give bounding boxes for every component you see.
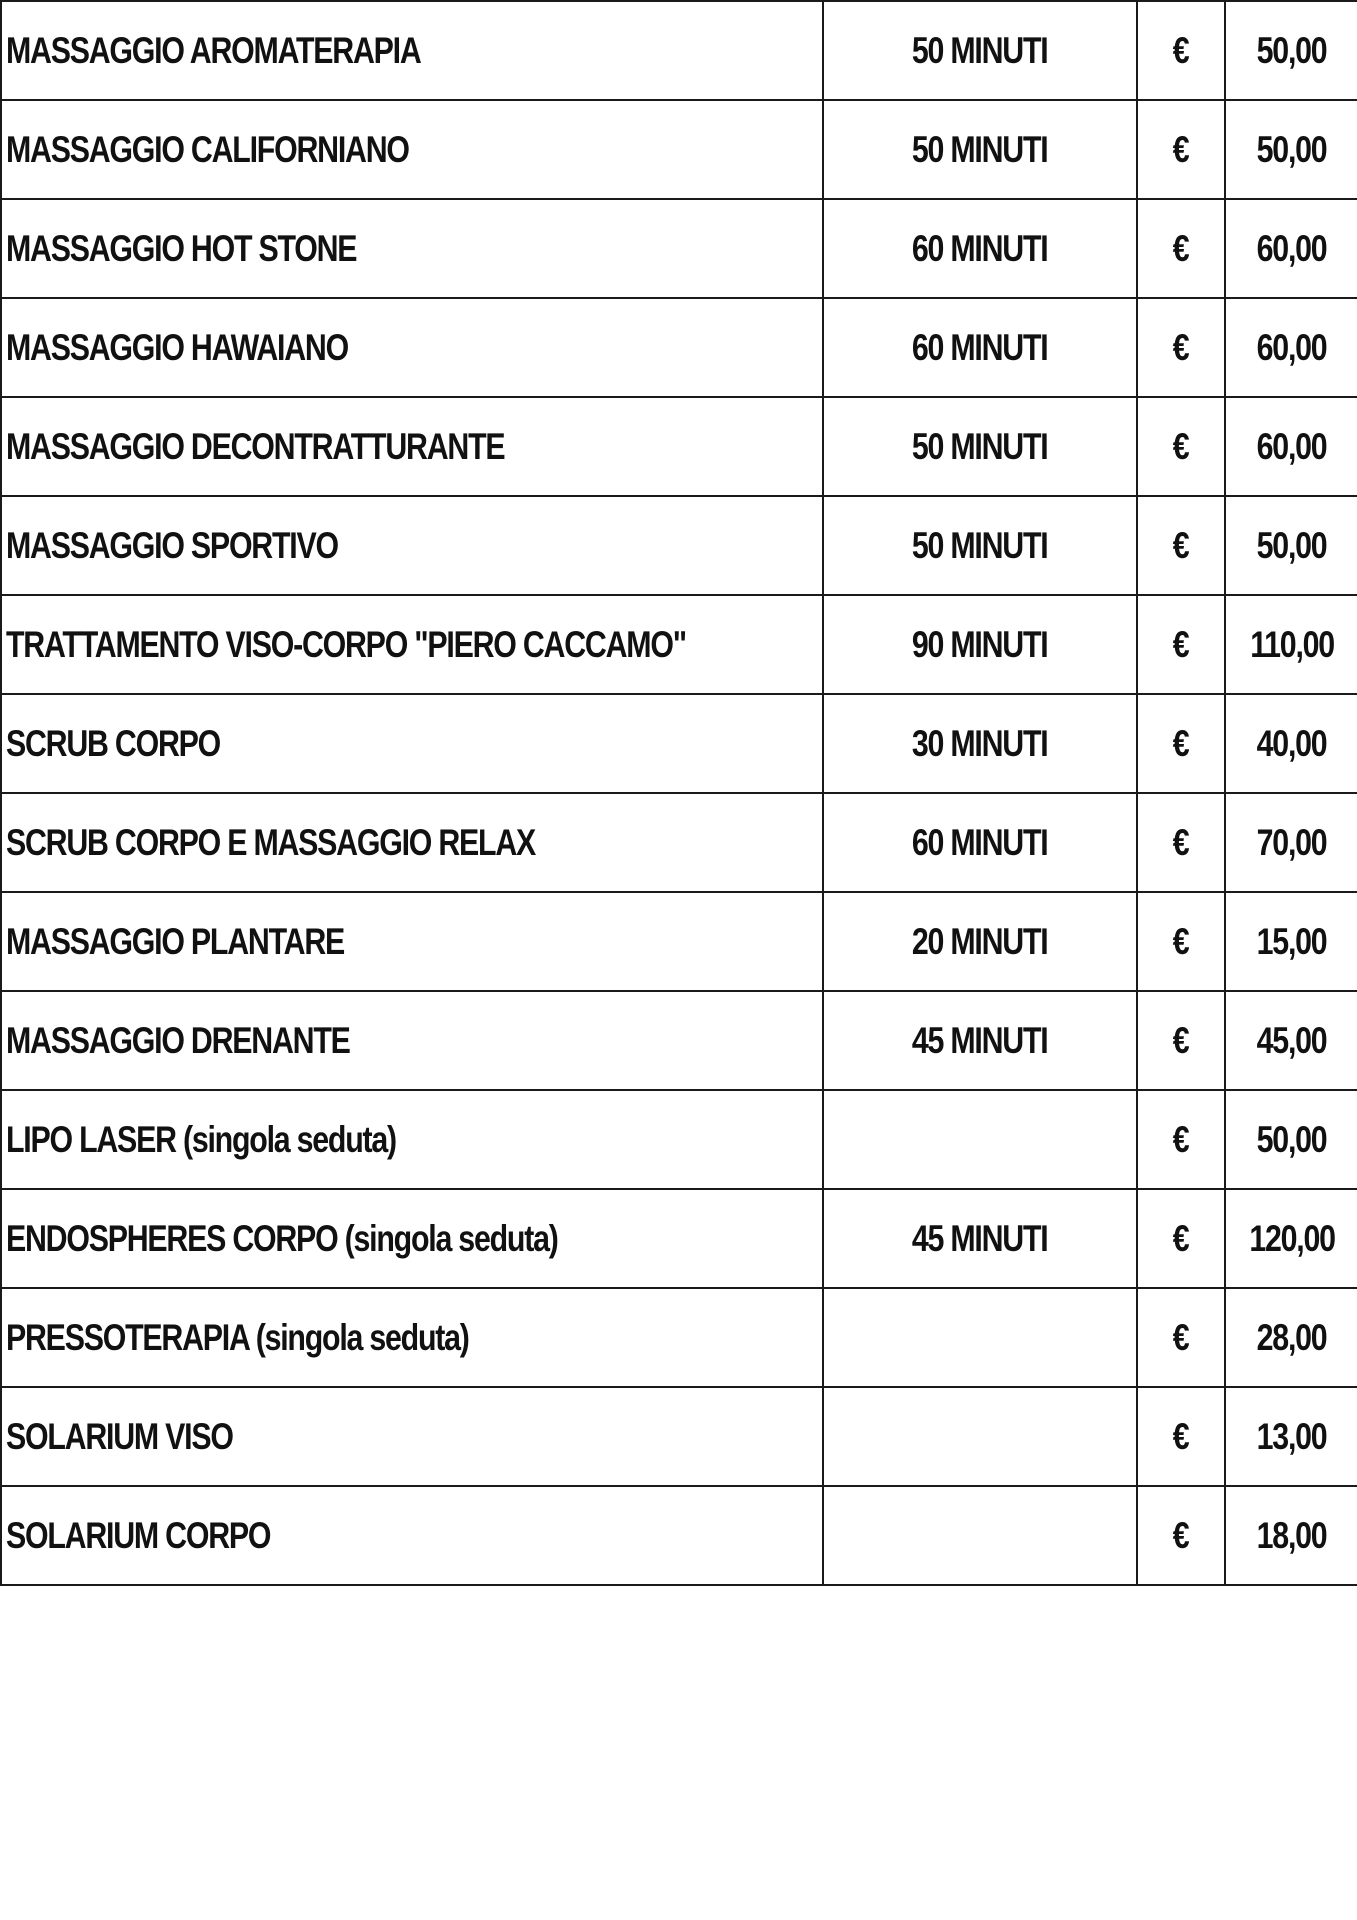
treatment-name: PRESSOTERAPIA (singola seduta) (6, 1316, 469, 1358)
table-row (1, 1, 1357, 100)
table-row (1, 1189, 1357, 1288)
treatment-duration-cell (823, 694, 1137, 793)
currency-symbol-cell (1137, 1, 1225, 100)
currency-symbol-cell (1137, 496, 1225, 595)
currency-symbol-cell (1137, 892, 1225, 991)
treatment-name-cell (1, 892, 823, 991)
table-row (1, 1090, 1357, 1189)
treatment-price-cell (1225, 892, 1357, 991)
treatment-name-cell (1, 1288, 823, 1387)
currency-symbol-cell (1137, 991, 1225, 1090)
treatment-duration: 50 MINUTI (912, 29, 1048, 71)
treatment-duration-cell (823, 1, 1137, 100)
currency-symbol-cell (1137, 793, 1225, 892)
treatment-price: 60,00 (1257, 326, 1327, 368)
currency-symbol: € (1173, 722, 1189, 764)
treatment-name-cell (1, 1387, 823, 1486)
table-row (1, 496, 1357, 595)
treatment-price: 50,00 (1257, 29, 1327, 71)
treatment-duration: 50 MINUTI (912, 524, 1048, 566)
treatment-name: SOLARIUM CORPO (6, 1514, 271, 1556)
treatment-name-cell (1, 199, 823, 298)
treatment-duration-cell (823, 991, 1137, 1090)
currency-symbol-cell (1137, 1486, 1225, 1585)
treatment-price-cell (1225, 199, 1357, 298)
treatment-price: 18,00 (1257, 1514, 1327, 1556)
treatment-price: 40,00 (1257, 722, 1327, 764)
treatment-name-cell (1, 298, 823, 397)
table-row (1, 694, 1357, 793)
treatment-duration: 45 MINUTI (912, 1217, 1048, 1259)
currency-symbol-cell (1137, 1189, 1225, 1288)
currency-symbol-cell (1137, 100, 1225, 199)
treatment-duration-cell (823, 496, 1137, 595)
currency-symbol: € (1173, 821, 1189, 863)
currency-symbol: € (1173, 524, 1189, 566)
currency-symbol-cell (1137, 397, 1225, 496)
treatment-price: 110,00 (1250, 623, 1334, 665)
treatment-price-cell (1225, 1288, 1357, 1387)
treatment-price: 28,00 (1257, 1316, 1327, 1358)
treatment-price-cell (1225, 100, 1357, 199)
treatment-price: 70,00 (1257, 821, 1327, 863)
treatment-name-cell (1, 793, 823, 892)
treatment-name-cell (1, 991, 823, 1090)
treatment-duration-cell (823, 397, 1137, 496)
treatment-name: MASSAGGIO DECONTRATTURANTE (6, 425, 505, 467)
currency-symbol: € (1173, 1019, 1189, 1061)
currency-symbol: € (1173, 1415, 1189, 1457)
treatment-name-cell (1, 1, 823, 100)
currency-symbol-cell (1137, 1288, 1225, 1387)
treatment-name-cell (1, 496, 823, 595)
treatment-duration-cell (823, 1090, 1137, 1189)
treatment-price: 50,00 (1257, 524, 1327, 566)
treatment-duration-cell (823, 595, 1137, 694)
treatment-name-cell (1, 1090, 823, 1189)
treatment-price-cell (1225, 694, 1357, 793)
treatment-name-cell (1, 1486, 823, 1585)
table-row (1, 892, 1357, 991)
currency-symbol: € (1173, 1514, 1189, 1556)
treatment-name: SCRUB CORPO E MASSAGGIO RELAX (6, 821, 536, 863)
table-row (1, 793, 1357, 892)
currency-symbol: € (1173, 1118, 1189, 1160)
treatment-price-cell (1225, 1486, 1357, 1585)
table-row (1, 1288, 1357, 1387)
treatment-name: TRATTAMENTO VISO-CORPO "PIERO CACCAMO" (6, 623, 686, 665)
treatment-name-cell (1, 397, 823, 496)
treatment-duration: 50 MINUTI (912, 128, 1048, 170)
treatment-name-cell (1, 100, 823, 199)
currency-symbol: € (1173, 326, 1189, 368)
price-list-body (1, 1, 1357, 1585)
currency-symbol-cell (1137, 694, 1225, 793)
treatment-name: MASSAGGIO CALIFORNIANO (6, 128, 409, 170)
treatment-price: 50,00 (1257, 1118, 1327, 1160)
treatment-price: 13,00 (1257, 1415, 1327, 1457)
treatment-price-cell (1225, 793, 1357, 892)
currency-symbol-cell (1137, 1090, 1225, 1189)
currency-symbol-cell (1137, 298, 1225, 397)
treatment-price-cell (1225, 1387, 1357, 1486)
treatment-name: ENDOSPHERES CORPO (singola seduta) (6, 1217, 558, 1259)
treatment-price: 60,00 (1257, 425, 1327, 467)
treatment-name: MASSAGGIO SPORTIVO (6, 524, 338, 566)
currency-symbol: € (1173, 29, 1189, 71)
treatment-name: SCRUB CORPO (6, 722, 221, 764)
treatment-name: LIPO LASER (singola seduta) (6, 1118, 396, 1160)
currency-symbol: € (1173, 128, 1189, 170)
treatment-duration: 60 MINUTI (912, 821, 1048, 863)
treatment-duration: 45 MINUTI (912, 1019, 1048, 1061)
table-row (1, 1486, 1357, 1585)
treatment-price-cell (1225, 397, 1357, 496)
table-row (1, 298, 1357, 397)
treatment-name: MASSAGGIO AROMATERAPIA (6, 29, 421, 71)
treatment-duration-cell (823, 1486, 1137, 1585)
treatment-price: 120,00 (1249, 1217, 1335, 1259)
treatment-name-cell (1, 595, 823, 694)
treatment-duration: 30 MINUTI (912, 722, 1048, 764)
treatment-price: 60,00 (1257, 227, 1327, 269)
currency-symbol: € (1173, 425, 1189, 467)
treatment-price-cell (1225, 991, 1357, 1090)
treatment-name-cell (1, 694, 823, 793)
treatment-duration-cell (823, 892, 1137, 991)
treatment-price-cell (1225, 1090, 1357, 1189)
treatment-price-cell (1225, 496, 1357, 595)
treatment-duration-cell (823, 1288, 1137, 1387)
treatment-price-cell (1225, 1189, 1357, 1288)
currency-symbol: € (1173, 920, 1189, 962)
treatment-price-cell (1225, 1, 1357, 100)
treatment-price: 15,00 (1257, 920, 1327, 962)
table-row (1, 991, 1357, 1090)
treatment-name: MASSAGGIO HAWAIANO (6, 326, 348, 368)
treatment-duration-cell (823, 793, 1137, 892)
treatment-price: 50,00 (1257, 128, 1327, 170)
currency-symbol: € (1173, 227, 1189, 269)
currency-symbol-cell (1137, 595, 1225, 694)
currency-symbol-cell (1137, 199, 1225, 298)
currency-symbol: € (1173, 623, 1189, 665)
currency-symbol: € (1173, 1316, 1189, 1358)
treatment-duration-cell (823, 199, 1137, 298)
treatment-duration: 50 MINUTI (912, 425, 1048, 467)
treatment-duration-cell (823, 100, 1137, 199)
treatment-name: MASSAGGIO PLANTARE (6, 920, 345, 962)
table-row (1, 595, 1357, 694)
treatment-name: SOLARIUM VISO (6, 1415, 233, 1457)
treatment-duration-cell (823, 298, 1137, 397)
table-row (1, 199, 1357, 298)
currency-symbol: € (1173, 1217, 1189, 1259)
table-row (1, 1387, 1357, 1486)
treatment-price-cell (1225, 595, 1357, 694)
treatment-price-cell (1225, 298, 1357, 397)
treatment-duration: 60 MINUTI (912, 227, 1048, 269)
treatment-name-cell (1, 1189, 823, 1288)
treatment-name: MASSAGGIO HOT STONE (6, 227, 357, 269)
treatment-duration-cell (823, 1189, 1137, 1288)
treatment-duration-cell (823, 1387, 1137, 1486)
treatment-duration: 60 MINUTI (912, 326, 1048, 368)
treatment-duration: 20 MINUTI (912, 920, 1048, 962)
table-row (1, 397, 1357, 496)
treatment-price: 45,00 (1257, 1019, 1327, 1061)
table-row (1, 100, 1357, 199)
currency-symbol-cell (1137, 1387, 1225, 1486)
treatment-name: MASSAGGIO DRENANTE (6, 1019, 350, 1061)
treatment-duration: 90 MINUTI (912, 623, 1048, 665)
